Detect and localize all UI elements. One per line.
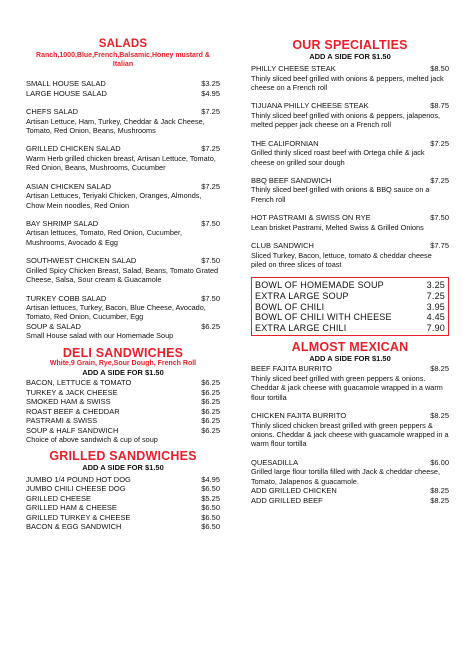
menu-item bbox=[26, 426, 220, 436]
box-item bbox=[255, 302, 445, 313]
box-item bbox=[255, 312, 445, 323]
right-column bbox=[251, 38, 449, 505]
menu-item bbox=[251, 64, 449, 92]
menu-item bbox=[26, 494, 220, 504]
item-price: $7.25 bbox=[201, 181, 220, 191]
dressing-options: Ranch,1000,Blue,French,Balsamic,Honey mustard & Italian bbox=[36, 52, 210, 68]
menu-item bbox=[251, 364, 449, 402]
item-price: $5.25 bbox=[201, 493, 220, 503]
item-price: $6.25 bbox=[201, 416, 220, 426]
item-price: $7.50 bbox=[201, 218, 220, 228]
item-name: HOT PASTRAMI & SWISS ON RYE bbox=[251, 213, 371, 223]
salads-heading: SALADS bbox=[98, 38, 148, 50]
item-price: $8.75 bbox=[430, 101, 449, 111]
menu-item bbox=[251, 139, 449, 167]
item-name: SOUP & HALF SANDWICH bbox=[26, 425, 119, 435]
item-price: 4.45 bbox=[426, 312, 445, 323]
item-name: TIJUANA PHILLY CHEESE STEAK bbox=[251, 101, 369, 111]
item-description: Artisan lettuces, Tomato, Red Onion, Cucumber, Mushrooms, Avocado & Egg bbox=[26, 228, 183, 247]
menu-item bbox=[251, 213, 449, 232]
box-item bbox=[255, 291, 445, 302]
item-price: $4.95 bbox=[201, 474, 220, 484]
menu-item bbox=[251, 101, 449, 129]
menu-item bbox=[26, 388, 220, 398]
add-side-note: ADD A SIDE FOR $1.50 bbox=[309, 354, 391, 364]
item-description: Artisan lettuces, Turkey, Bacon, Blue Cheese, Avocado, Tomato, Red Onion, Cucumber, Egg bbox=[26, 303, 206, 322]
item-price: $8.25 bbox=[430, 364, 449, 374]
menu-item bbox=[26, 416, 220, 426]
item-name: JUMBO 1/4 POUND HOT DOG bbox=[26, 474, 131, 484]
item-price: $7.50 bbox=[430, 213, 449, 223]
item-name: BOWL OF CHILI bbox=[255, 301, 325, 312]
item-name: ROAST BEEF & CHEDDAR bbox=[26, 406, 120, 416]
item-price: $7.25 bbox=[201, 144, 220, 154]
item-name: BAY SHRIMP SALAD bbox=[26, 218, 99, 228]
item-price: $6.25 bbox=[201, 321, 220, 331]
item-description: Thinly sliced beef grilled with green peppers & onions. Cheddar & jack cheese with guacamole wrapped in a warm flour tortilla bbox=[251, 373, 443, 402]
item-name: CLUB SANDWICH bbox=[251, 241, 314, 251]
item-price: $7.50 bbox=[201, 256, 220, 266]
item-name: BOWL OF CHILI WITH CHEESE bbox=[255, 312, 392, 323]
item-name: CHEFS SALAD bbox=[26, 107, 79, 116]
item-price: $7.25 bbox=[430, 175, 449, 185]
menu-item bbox=[26, 484, 220, 494]
item-price: $6.25 bbox=[201, 406, 220, 416]
menu-item bbox=[26, 503, 220, 513]
menu-item bbox=[26, 322, 220, 341]
item-price: $8.50 bbox=[430, 64, 449, 73]
box-item bbox=[255, 323, 445, 334]
item-description: Grilled large flour tortilla filled with Jack & cheddar cheese, Tomato, Jalapenos & guacamole. bbox=[251, 467, 440, 486]
menu-item bbox=[26, 256, 220, 284]
grilled-sandwiches-heading: GRILLED SANDWICHES bbox=[49, 448, 197, 463]
menu-item bbox=[251, 176, 449, 204]
item-price: 7.25 bbox=[426, 291, 445, 302]
item-name: PASTRAMI & SWISS bbox=[26, 416, 98, 426]
item-name: GRILLED TURKEY & CHEESE bbox=[26, 512, 131, 522]
item-name: THE CALIFORNIAN bbox=[251, 138, 319, 148]
box-item bbox=[255, 280, 445, 291]
item-description: Artisan Lettuce, Ham, Turkey, Cheddar & Jack Cheese, Tomato, Red Onion, Beans, Mushrooms bbox=[26, 116, 205, 135]
item-price: $7.25 bbox=[430, 138, 449, 148]
item-name: ADD GRILLED BEEF bbox=[251, 495, 323, 505]
specialties-heading: OUR SPECIALTIES bbox=[292, 38, 408, 52]
item-name: ADD GRILLED CHICKEN bbox=[251, 486, 337, 496]
bread-options: White,9 Grain, Rye,Sour Dough, French Roll bbox=[49, 359, 197, 367]
item-price: $6.25 bbox=[201, 387, 220, 397]
item-description: Thinly sliced chicken breast grilled with green peppers & onions. Cheddar & jack cheese with guacamole wrapped in a warm flour tortilla bbox=[251, 420, 449, 449]
item-name: BACON & EGG SANDWICH bbox=[26, 522, 122, 532]
item-price: $8.25 bbox=[430, 495, 449, 505]
almost-mexican-heading: ALMOST MEXICAN bbox=[291, 340, 409, 355]
item-description: Thinly sliced beef grilled with onions & peppers, melted jack cheese on a French roll bbox=[251, 73, 444, 92]
item-name: TURKEY & JACK CHEESE bbox=[26, 387, 118, 397]
menu-item bbox=[251, 486, 449, 496]
item-name: GRILLED CHICKEN SALAD bbox=[26, 144, 121, 154]
menu-item bbox=[251, 458, 449, 486]
item-price: 3.25 bbox=[426, 280, 445, 291]
item-name: SOUP & SALAD bbox=[26, 321, 81, 331]
menu-item bbox=[251, 496, 449, 506]
add-side-note: ADD A SIDE FOR $1.50 bbox=[82, 368, 164, 378]
item-name: GRILLED HAM & CHEESE bbox=[26, 503, 117, 513]
item-name: SMALL HOUSE SALAD bbox=[26, 79, 106, 88]
menu-item bbox=[26, 397, 220, 407]
item-price: $7.50 bbox=[201, 293, 220, 303]
item-price: $6.25 bbox=[201, 397, 220, 407]
item-description: Lean brisket Pastrami, Melted Swiss & Grilled Onions bbox=[251, 222, 424, 232]
item-description: Thinly sliced beef grilled with onions & BBQ sauce on a French roll bbox=[251, 185, 430, 204]
item-description: Thinly sliced beef grilled with onions & peppers, jalapenos, melted pepper jack cheese on a French roll bbox=[251, 110, 441, 130]
item-name: JUMBO CHILI CHEESE DOG bbox=[26, 484, 126, 494]
item-name: ASIAN CHICKEN SALAD bbox=[26, 181, 112, 191]
menu-item bbox=[26, 522, 220, 532]
menu-item bbox=[26, 182, 220, 210]
menu-item bbox=[26, 144, 220, 172]
soup-half-note: Choice of above sandwich & cup of soup bbox=[26, 435, 158, 445]
item-name: SOUTHWEST CHICKEN SALAD bbox=[26, 256, 137, 266]
item-description: Sliced Turkey, Bacon, lettuce, tomato & cheddar cheese piled on three slices of toast bbox=[251, 250, 432, 270]
item-price: $7.25 bbox=[201, 107, 220, 116]
menu-item bbox=[251, 411, 449, 449]
menu-item bbox=[26, 89, 220, 99]
item-price: $6.25 bbox=[201, 425, 220, 435]
item-name: LARGE HOUSE SALAD bbox=[26, 88, 107, 98]
item-name: EXTRA LARGE SOUP bbox=[255, 291, 349, 302]
add-side-note: ADD A SIDE FOR $1.50 bbox=[309, 52, 391, 61]
item-name: BBQ BEEF SANDWICH bbox=[251, 175, 332, 185]
item-name: CHICKEN FAJITA BURRITO bbox=[251, 411, 347, 421]
item-price: $4.95 bbox=[201, 88, 220, 98]
item-description: Warm Herb grilled chicken breast, Artisan Lettuce, Tomato, Red Onion, Beans, Mushrooms, Cucumber bbox=[26, 153, 216, 173]
menu-item bbox=[26, 79, 220, 89]
item-price: $6.25 bbox=[201, 378, 220, 388]
item-name: SMOKED HAM & SWISS bbox=[26, 397, 111, 407]
item-name: GRILLED CHEESE bbox=[26, 493, 92, 503]
menu-item bbox=[26, 294, 220, 322]
deli-sandwiches-heading: DELI SANDWICHES bbox=[62, 345, 184, 360]
menu-item bbox=[26, 513, 220, 523]
menu-item bbox=[26, 219, 220, 247]
menu-item bbox=[26, 107, 220, 135]
item-price: $7.75 bbox=[430, 241, 449, 251]
menu-item bbox=[251, 241, 449, 269]
item-price: $3.25 bbox=[201, 79, 220, 88]
item-name: PHILLY CHEESE STEAK bbox=[251, 64, 336, 73]
menu-item bbox=[26, 475, 220, 485]
item-price: $6.50 bbox=[201, 512, 220, 522]
soup-chili-box bbox=[251, 277, 449, 336]
menu-item bbox=[26, 378, 220, 388]
item-price: 3.95 bbox=[426, 301, 445, 312]
item-name: QUESADILLA bbox=[251, 457, 299, 467]
item-description: Artisan Lettuces, Teriyaki Chicken, Oranges, Almonds, Chow Mein noodles, Red Onion bbox=[26, 191, 202, 210]
item-price: $6.50 bbox=[201, 484, 220, 494]
item-description: Grilled Spicy Chicken Breast, Salad, Beans, Tomato Grated Cheese, Salsa, Sour cream & Guacamole bbox=[26, 265, 219, 285]
item-price: $6.50 bbox=[201, 522, 220, 532]
menu-item bbox=[26, 407, 220, 417]
item-name: BEEF FAJITA BURRITO bbox=[251, 364, 332, 374]
item-name: TURKEY COBB SALAD bbox=[26, 293, 107, 303]
item-price: $6.00 bbox=[430, 457, 449, 467]
item-name: EXTRA LARGE CHILI bbox=[255, 322, 347, 333]
item-name: BACON, LETTUCE & TOMATO bbox=[26, 378, 132, 388]
add-side-note: ADD A SIDE FOR $1.50 bbox=[82, 462, 164, 472]
item-name: BOWL OF HOMEMADE SOUP bbox=[255, 280, 384, 291]
item-price: 7.90 bbox=[426, 322, 445, 333]
item-price: $8.25 bbox=[430, 486, 449, 496]
left-column bbox=[26, 38, 220, 532]
item-description: Small House salad with our Homemade Soup bbox=[26, 331, 174, 341]
item-price: $8.25 bbox=[430, 411, 449, 421]
item-description: Grilled thinly sliced roast beef with Ortega chile & jack cheese on grilled sour dough bbox=[251, 148, 425, 167]
item-price: $6.50 bbox=[201, 503, 220, 513]
